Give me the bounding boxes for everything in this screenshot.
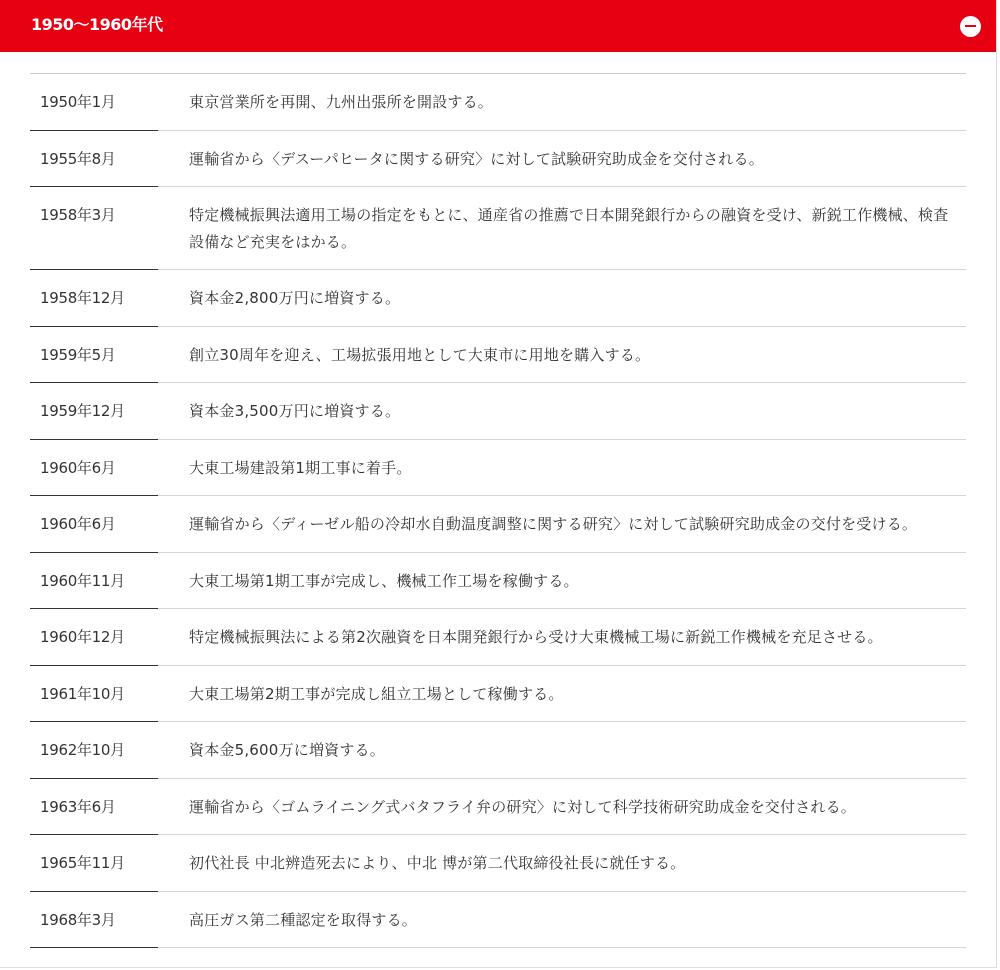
timeline-date: 1965年11月 [40, 854, 125, 872]
timeline-row [30, 327, 966, 384]
history-timeline [30, 73, 966, 948]
timeline-row [30, 131, 966, 188]
timeline-event: 特定機械振興法による第2次融資を日本開発銀行から受け大東機械工場に新鋭工作機械を充足させる。 [189, 628, 883, 646]
minus-circle-icon[interactable] [960, 16, 981, 37]
timeline-event: 運輸省から〈ゴムライニング式バタフライ弁の研究〉に対して科学技術研究助成金を交付される。 [189, 797, 857, 816]
timeline-date: 1950年1月 [40, 93, 116, 111]
timeline-event: 初代社長 中北辨造死去により、中北 博が第二代取締役社長に就任する。 [189, 854, 686, 872]
timeline-date: 1960年11月 [40, 571, 125, 590]
section-title: 1950〜1960年代 [31, 15, 163, 34]
timeline-row [30, 835, 966, 892]
date-underline [30, 947, 158, 948]
timeline-row [30, 270, 966, 327]
timeline-date: 1963年6月 [40, 797, 116, 816]
timeline-event: 資本金3,500万円に増資する。 [189, 402, 401, 420]
timeline-date: 1959年12月 [40, 402, 125, 420]
timeline-row [30, 722, 966, 779]
timeline-row [30, 74, 966, 131]
timeline-date: 1960年6月 [40, 458, 116, 477]
timeline-event: 大東工場建設第1期工事に着手。 [189, 458, 412, 477]
timeline-event: 大東工場第1期工事が完成し、機械工作工場を稼働する。 [189, 571, 579, 590]
timeline-date: 1955年8月 [40, 149, 116, 168]
timeline-row [30, 666, 966, 723]
timeline-row [30, 553, 966, 610]
timeline-row [30, 383, 966, 440]
timeline-event: 高圧ガス第二種認定を取得する。 [189, 910, 418, 929]
timeline-date: 1960年12月 [40, 628, 125, 646]
timeline-date: 1968年3月 [40, 910, 116, 929]
timeline-event: 運輸省から〈デスーパヒータに関する研究〉に対して試験研究助成金を交付される。 [189, 149, 764, 168]
timeline-row [30, 609, 966, 666]
minus-bar [965, 25, 976, 27]
timeline-event: 大東工場第2期工事が完成し組立工場として稼働する。 [189, 684, 564, 703]
timeline-date: 1958年12月 [40, 289, 125, 307]
timeline-event: 資本金2,800万円に増資する。 [189, 289, 401, 307]
accordion-header[interactable] [0, 0, 996, 52]
timeline-date: 1960年6月 [40, 515, 116, 533]
timeline-row [30, 779, 966, 836]
timeline-row [30, 496, 966, 553]
timeline-row [30, 440, 966, 497]
timeline-date: 1961年10月 [40, 684, 125, 703]
timeline-event: 資本金5,600万に増資する。 [189, 741, 385, 759]
timeline-date: 1958年3月 [40, 206, 116, 224]
timeline-row [30, 892, 966, 949]
timeline-event: 運輸省から〈ディーゼル船の冷却水自動温度調整に関する研究〉に対して試験研究助成金の交付を受ける。 [189, 515, 918, 533]
timeline-event: 特定機械振興法適用工場の指定をもとに、通産省の推薦で日本開発銀行からの融資を受け、新鋭工作機械、検査設備など充実をはかる。 [189, 206, 949, 251]
timeline-event: 創立30周年を迎え、工場拡張用地として大東市に用地を購入する。 [189, 345, 651, 364]
timeline-date: 1959年5月 [40, 345, 116, 364]
timeline-row [30, 187, 966, 270]
timeline-date: 1962年10月 [40, 741, 125, 759]
timeline-event: 東京営業所を再開、九州出張所を開設する。 [189, 93, 494, 111]
